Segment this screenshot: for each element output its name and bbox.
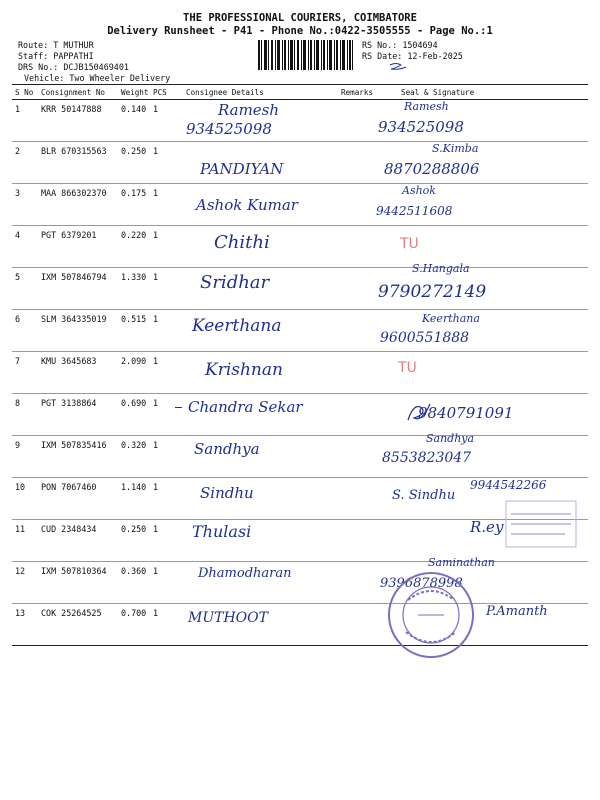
row-remarks bbox=[338, 478, 398, 520]
hw-name: Ramesh bbox=[218, 101, 280, 119]
barcode-icon bbox=[258, 40, 353, 70]
hw-signature: S.Kimba bbox=[432, 142, 479, 155]
row-remarks bbox=[338, 520, 398, 562]
hw-name: Ashok Kumar bbox=[196, 196, 298, 214]
col-remarks: Remarks bbox=[338, 85, 398, 100]
row-sno: 4 bbox=[12, 226, 38, 268]
row-pcs: 1 bbox=[150, 604, 183, 646]
runsheet-table bbox=[12, 84, 588, 646]
hw-name: PANDIYAN bbox=[200, 160, 284, 178]
row-sno: 13 bbox=[12, 604, 38, 646]
row-sno: 10 bbox=[12, 478, 38, 520]
row-remarks bbox=[338, 226, 398, 268]
row-weight: 0.360 bbox=[118, 562, 150, 604]
row-pcs: 1 bbox=[150, 268, 183, 310]
hw-signature: P.Amanth bbox=[486, 604, 548, 619]
row-consignment-no: COK 25264525 bbox=[38, 604, 118, 646]
row-weight: 1.140 bbox=[118, 478, 150, 520]
rs-no-label: RS No.: 1504694 bbox=[362, 40, 438, 50]
hw-name: Chithi bbox=[214, 232, 270, 253]
row-sno: 3 bbox=[12, 184, 38, 226]
hw-signature: S. Sindhu bbox=[392, 488, 456, 503]
table-row bbox=[12, 352, 588, 394]
hw-name: MUTHOOT bbox=[188, 610, 268, 626]
hw-signature: 9442511608 bbox=[376, 204, 453, 218]
hw-signature: 8870288806 bbox=[384, 160, 480, 178]
hw-signature: Ramesh bbox=[404, 100, 449, 113]
row-pcs: 1 bbox=[150, 562, 183, 604]
table-row bbox=[12, 562, 588, 604]
hw-dash bbox=[175, 407, 182, 408]
row-weight: 0.320 bbox=[118, 436, 150, 478]
hw-signature: 934525098 bbox=[378, 118, 464, 136]
col-consignee: Consignee Details bbox=[183, 85, 338, 100]
route-label: Route: T MUTHUR bbox=[18, 40, 94, 50]
hw-signature: 9396878998 bbox=[380, 576, 463, 591]
row-weight: 0.220 bbox=[118, 226, 150, 268]
row-sno: 11 bbox=[12, 520, 38, 562]
company-title: THE PROFESSIONAL COURIERS, COIMBATORE bbox=[183, 12, 417, 24]
round-seal-icon bbox=[386, 570, 476, 660]
row-weight: 1.330 bbox=[118, 268, 150, 310]
hw-signature: Ashok bbox=[402, 184, 436, 197]
row-consignment-no: IXM 507846794 bbox=[38, 268, 118, 310]
row-consignment-no: PGT 3138864 bbox=[38, 394, 118, 436]
col-sno: S No bbox=[12, 85, 38, 100]
row-weight: 2.090 bbox=[118, 352, 150, 394]
row-remarks bbox=[338, 394, 398, 436]
table-row bbox=[12, 436, 588, 478]
row-weight: 0.175 bbox=[118, 184, 150, 226]
hw-signature: S.Hangala bbox=[412, 262, 470, 275]
hw-signature: 9600551888 bbox=[380, 330, 470, 346]
row-consignment-no: IXM 507810364 bbox=[38, 562, 118, 604]
col-consignment: Consignment No bbox=[38, 85, 118, 100]
row-remarks bbox=[338, 352, 398, 394]
vehicle-label: Vehicle: Two Wheeler Delivery bbox=[24, 73, 171, 83]
col-seal: Seal & Signature bbox=[398, 85, 588, 100]
row-consignment-no: BLR 670315563 bbox=[38, 142, 118, 184]
runsheet-title: Delivery Runsheet - P41 - Phone No.:0422-3505555 - Page No.:1 bbox=[107, 25, 493, 37]
hw-signature: 8553823047 bbox=[382, 450, 472, 466]
row-consignment-no: PON 7067460 bbox=[38, 478, 118, 520]
row-weight: 0.140 bbox=[118, 100, 150, 142]
hw-signature: 9840791091 bbox=[418, 404, 514, 422]
row-seal-signature bbox=[398, 352, 588, 394]
row-pcs: 1 bbox=[150, 394, 183, 436]
drs-label: DRS No.: DCJB150469401 bbox=[18, 62, 129, 72]
hw-name: 934525098 bbox=[186, 120, 272, 138]
row-consignment-no: KRR 50147888 bbox=[38, 100, 118, 142]
row-consignment-no: PGT 6379201 bbox=[38, 226, 118, 268]
hw-signature: Keerthana bbox=[422, 312, 480, 325]
row-sno: 6 bbox=[12, 310, 38, 352]
table-header-row bbox=[12, 85, 588, 100]
row-pcs: 1 bbox=[150, 520, 183, 562]
row-pcs: 1 bbox=[150, 436, 183, 478]
row-consignment-no: IXM 507835416 bbox=[38, 436, 118, 478]
hw-name: Krishnan bbox=[205, 360, 283, 380]
table-row bbox=[12, 268, 588, 310]
row-consignment-no: CUD 2348434 bbox=[38, 520, 118, 562]
row-weight: 0.690 bbox=[118, 394, 150, 436]
row-sno: 2 bbox=[12, 142, 38, 184]
hw-name: Keerthana bbox=[192, 316, 282, 336]
hw-remark: TU bbox=[400, 236, 419, 252]
staff-label: Staff: PAPPATHI bbox=[18, 51, 94, 61]
row-pcs: 1 bbox=[150, 310, 183, 352]
hw-name: Dhamodharan bbox=[198, 566, 292, 581]
row-pcs: 1 bbox=[150, 226, 183, 268]
hw-signature: Saminathan bbox=[428, 556, 495, 569]
row-weight: 0.515 bbox=[118, 310, 150, 352]
row-sno: 12 bbox=[12, 562, 38, 604]
stamp-scribble-icon bbox=[404, 400, 432, 426]
row-pcs: 1 bbox=[150, 142, 183, 184]
row-consignment-no: MAA 866302370 bbox=[38, 184, 118, 226]
hw-name: Sandhya bbox=[194, 440, 260, 458]
row-pcs: 1 bbox=[150, 184, 183, 226]
row-weight: 0.700 bbox=[118, 604, 150, 646]
hw-signature: R.ey bbox=[470, 518, 504, 536]
table-row bbox=[12, 310, 588, 352]
row-weight: 0.250 bbox=[118, 520, 150, 562]
hw-name: Sindhu bbox=[200, 484, 254, 502]
company-stamp-icon bbox=[505, 500, 577, 548]
hw-signature: 9790272149 bbox=[378, 282, 487, 302]
hw-signature: Sandhya bbox=[426, 432, 475, 445]
row-pcs: 1 bbox=[150, 478, 183, 520]
scribble-mark bbox=[388, 61, 408, 71]
row-sno: 5 bbox=[12, 268, 38, 310]
row-weight: 0.250 bbox=[118, 142, 150, 184]
hw-signature: 9944542266 bbox=[470, 478, 547, 492]
row-sno: 1 bbox=[12, 100, 38, 142]
row-sno: 9 bbox=[12, 436, 38, 478]
col-weight: Weight bbox=[118, 85, 150, 100]
row-sno: 8 bbox=[12, 394, 38, 436]
col-pcs: PCS bbox=[150, 85, 183, 100]
row-pcs: 1 bbox=[150, 100, 183, 142]
row-consignment-no: SLM 364335019 bbox=[38, 310, 118, 352]
table-row bbox=[12, 184, 588, 226]
table-row bbox=[12, 142, 588, 184]
hw-name: Sridhar bbox=[200, 272, 270, 293]
table-row bbox=[12, 226, 588, 268]
row-pcs: 1 bbox=[150, 352, 183, 394]
hw-name: Thulasi bbox=[192, 522, 252, 541]
hw-name: Chandra Sekar bbox=[188, 398, 303, 416]
table-row bbox=[12, 100, 588, 142]
row-consignment-no: KMU 3645683 bbox=[38, 352, 118, 394]
rs-date-label: RS Date: 12-Feb-2025 bbox=[362, 51, 463, 61]
hw-remark: TU bbox=[398, 360, 417, 376]
row-sno: 7 bbox=[12, 352, 38, 394]
